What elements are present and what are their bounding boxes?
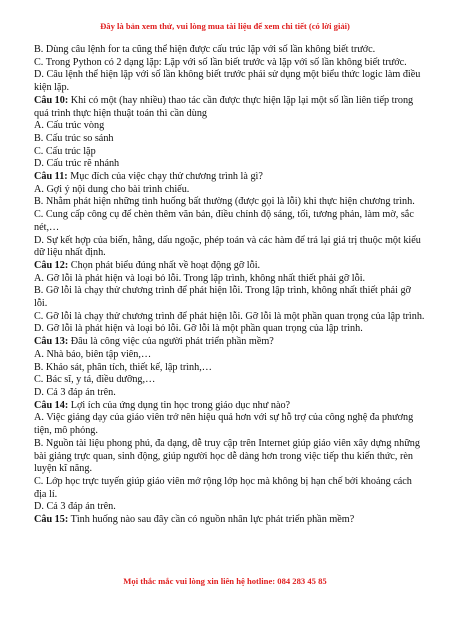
answer-option: [34, 323, 426, 336]
answer-text: B. Nguồn tài liệu phong phú, đa dạng, dễ truy cập trên Internet giúp giáo viên xây dựng những bài giảng trực quan, sinh động, giúp người học dễ dàng hơn trong việc tiếp thu kiến thức, rèn luyện kĩ năng.: [34, 437, 420, 475]
question-number: Câu 13:: [34, 336, 69, 348]
answer-option: [34, 235, 426, 260]
question-text-body: [34, 44, 426, 527]
answer-option: [34, 311, 426, 324]
answer-option: [34, 133, 426, 146]
answer-text: D. Cấu trúc rẽ nhánh: [34, 158, 120, 170]
answer-text: B. Cấu trúc so sánh: [34, 132, 114, 144]
answer-option: [34, 362, 426, 375]
question-text: Mục đích của việc chạy thử chương trình là gì?: [67, 171, 263, 183]
question-text: Tình huống nào sau đây cần có nguồn nhân lực phát triển phần mềm?: [68, 514, 355, 526]
question-number: Câu 14:: [34, 399, 69, 411]
answer-option: [34, 158, 426, 171]
answer-text: C. Cung cấp công cụ để chèn thêm văn bản, điều chỉnh độ sáng, tối, tương phản, làm mờ, sắc nét,…: [34, 209, 414, 233]
answer-text: D. Sự kết hợp của biến, hằng, dấu ngoặc, phép toán và các hàm để trả lại giá trị thuộc một kiểu dữ liệu nhất định.: [34, 234, 421, 259]
answer-text: C. Cấu trúc lặp: [34, 145, 96, 157]
answer-text: C. Trong Python có 2 dạng lặp: Lặp với số lần biết trước và lặp với số lần không biết trước.: [34, 56, 407, 68]
answer-text: D. Cả 3 đáp án trên.: [34, 501, 116, 513]
answer-option: [34, 349, 426, 362]
answer-text: A. Gợi ý nội dung cho bài trình chiếu.: [34, 183, 190, 195]
answer-text: D. Gỡ lỗi là phát hiện và loại bỏ lỗi. Gỡ lỗi là một phần quan trọng của lập trình.: [34, 323, 363, 335]
answer-option: [34, 69, 426, 94]
answer-option: [34, 120, 426, 133]
answer-option: [34, 476, 426, 501]
answer-text: C. Bác sĩ, y tá, điều dưỡng,…: [34, 374, 156, 386]
answer-text: A. Việc giảng dạy của giáo viên trở nên hiệu quả hơn với sự hỗ trợ của công nghệ đa phương tiện, mô phỏng.: [34, 412, 414, 437]
answer-option: [34, 438, 426, 476]
answer-option: [34, 412, 426, 437]
answer-option: [34, 501, 426, 514]
question-stem: [34, 400, 426, 413]
question-number: Câu 12:: [34, 259, 69, 271]
question-text: Chọn phát biểu đúng nhất về hoạt động gỡ lỗi.: [68, 259, 261, 271]
answer-text: B. Dùng câu lệnh for ta cũng thể hiện được cấu trúc lặp với số lần không biết trước.: [34, 44, 376, 55]
answer-text: B. Nhằm phát hiện những tình huống bất thường (được gọi là lỗi) khi thực hiện chương trình.: [34, 196, 415, 208]
answer-text: D. Câu lệnh thể hiện lặp với số lần không biết trước phải sử dụng một biểu thức logic làm điều kiện lặp.: [34, 69, 421, 94]
answer-text: A. Nhà báo, biên tập viên,…: [34, 348, 152, 360]
question-stem: [34, 95, 426, 120]
question-number: Câu 10:: [34, 94, 69, 106]
answer-text: A. Cấu trúc vòng: [34, 120, 105, 132]
preview-notice-banner: Đây là bản xem thử, vui lòng mua tài liệu để xem chi tiết (có lời giải): [100, 21, 350, 31]
answer-option: [34, 57, 426, 70]
question-text: Khi có một (hay nhiều) thao tác cần được thực hiện lặp lại một số lần liên tiếp trong quá trình thực hiện thuật toán thì cần dùng: [34, 94, 414, 119]
question-text: Lợi ích của ứng dụng tin học trong giáo dục như nào?: [68, 399, 291, 411]
answer-text: C. Lớp học trực tuyến giúp giáo viên mở rộng lớp học mà không bị hạn chế bởi khoảng cách địa lí.: [34, 475, 412, 500]
answer-text: C. Gỡ lỗi là chạy thử chương trình để phát hiện lỗi. Gỡ lỗi là một phần quan trọng của lập trình.: [34, 310, 425, 322]
answer-option: [34, 44, 426, 57]
question-stem: [34, 260, 426, 273]
answer-option: [34, 387, 426, 400]
answer-option: [34, 196, 426, 209]
question-number: Câu 11:: [34, 171, 68, 183]
hotline-footer-banner: Mọi thắc mắc vui lòng xin liên hệ hotline: 084 283 45 85: [123, 576, 327, 586]
answer-option: [34, 209, 426, 234]
question-stem: [34, 336, 426, 349]
question-text: Đâu là công việc của người phát triển phần mềm?: [68, 336, 274, 348]
question-stem: [34, 171, 426, 184]
answer-option: [34, 184, 426, 197]
question-stem: [34, 514, 426, 527]
answer-text: B. Gỡ lỗi là chạy thử chương trình để phát hiện lỗi. Trong lập trình, không nhất thiết phải gỡ lỗi.: [34, 285, 411, 310]
question-number: Câu 15:: [34, 514, 69, 526]
answer-option: [34, 374, 426, 387]
answer-option: [34, 285, 426, 310]
answer-text: B. Khảo sát, phân tích, thiết kế, lập trình,…: [34, 361, 212, 373]
answer-text: D. Cả 3 đáp án trên.: [34, 386, 116, 398]
answer-option: [34, 273, 426, 286]
answer-option: [34, 146, 426, 159]
answer-text: A. Gỡ lỗi là phát hiện và loại bỏ lỗi. Trong lập trình, không nhất thiết phải gỡ lỗi.: [34, 272, 366, 284]
